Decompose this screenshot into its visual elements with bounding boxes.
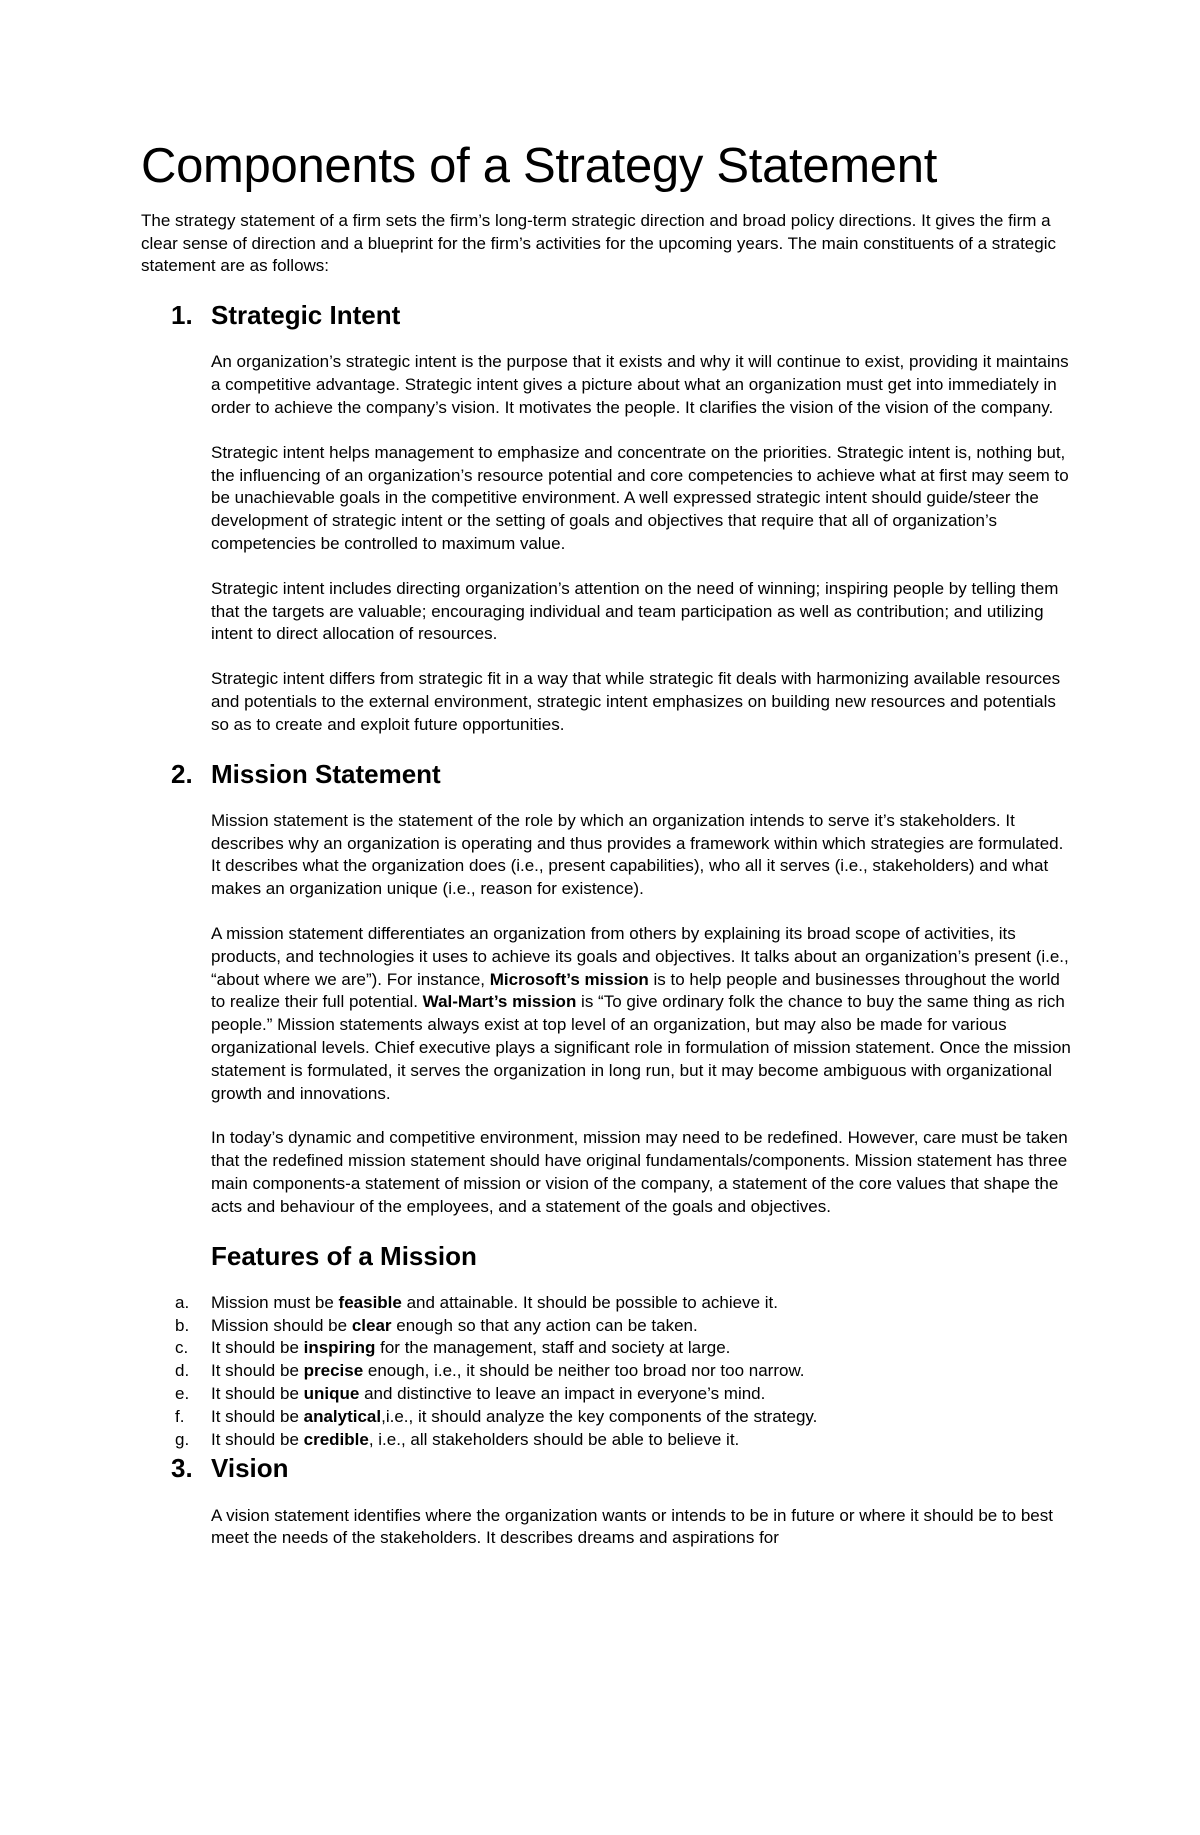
section-mission-statement	[141, 759, 1071, 1272]
paragraph: Strategic intent differs from strategic fit in a way that while strategic fit deals with harmonizing available resources and potentials to the external environment, strategic intent emphasizes on building new resources and potentials so as to create and exploit future opportunities.	[211, 669, 1061, 734]
section-number: 1.	[171, 300, 193, 331]
list-marker: e.	[175, 1383, 190, 1403]
list-item	[175, 1360, 1071, 1383]
bold-text: clear	[351, 1315, 392, 1335]
paragraph: An organization’s strategic intent is the purpose that it exists and why it will continue to exist, providing it maintains a competitive advantage. Strategic intent gives a picture about what an organization must get into immediately in order to achieve the company’s vision. It motivates the people. It clarifies the vision of the vision of the company.	[211, 352, 1069, 418]
text-run: Mission should be	[211, 1315, 352, 1335]
section-vision	[141, 1453, 1071, 1550]
list-item	[175, 1406, 1071, 1429]
bold-text: Wal-Mart’s mission	[422, 992, 577, 1012]
text-run: enough, i.e., it should be neither too broad nor too narrow.	[363, 1361, 805, 1381]
text-run: enough so that any action can be taken.	[391, 1315, 698, 1335]
text-run: It should be	[211, 1383, 304, 1403]
list-item	[175, 1337, 1071, 1360]
bold-text: Microsoft’s mission	[489, 969, 649, 989]
section-title: Strategic Intent	[211, 300, 401, 331]
section-number: 2.	[171, 758, 193, 789]
text-run: It should be	[211, 1338, 304, 1358]
text-run: and distinctive to leave an impact in everyone’s mind.	[359, 1383, 766, 1403]
bold-text: analytical	[303, 1406, 382, 1426]
text-run: It should be	[211, 1361, 304, 1381]
text-run: and attainable. It should be possible to achieve it.	[401, 1292, 779, 1312]
section-heading	[171, 758, 1071, 790]
page-title: Components of a Strategy Statement	[141, 139, 938, 193]
text-run: is “To give ordinary folk the chance to buy the same thing as rich people.” Mission statements always exist at top level of an organization, but may also be made for various organizational levels. Chief executive plays a significant role in formulation of mission statement. Once the mission statement is formulated, it serves the organization in long run, but it may become ambiguous with organizational growth and innovations.	[211, 992, 1071, 1103]
list-item	[175, 1292, 1071, 1315]
section-heading	[171, 300, 1071, 331]
section-title: Vision	[211, 1453, 289, 1484]
bold-text: unique	[303, 1383, 360, 1403]
text-run: ,i.e., it should analyze the key components of the strategy.	[381, 1406, 818, 1426]
features-list	[141, 1292, 1071, 1452]
text-run: for the management, staff and society at large.	[375, 1338, 731, 1358]
text-run: is to help people and businesses throughout the world to realize their full potential.	[211, 969, 1060, 1012]
bold-text: inspiring	[303, 1338, 376, 1358]
paragraph: Strategic intent helps management to emphasize and concentrate on the priorities. Strategic intent is, nothing but, the influencing of an organization’s resource potential and core competencies to achieve what at first may seem to be unachievable goals in the competitive environment. A well expressed strategic intent should guide/steer the development of strategic intent or the setting of goals and objectives that require that all of organization’s competencies be controlled to maximum value.	[211, 442, 1069, 554]
list-item	[175, 1315, 1071, 1338]
list-marker: b.	[175, 1315, 190, 1335]
text-run: A mission statement differentiates an organization from others by explaining its broad scope of activities, its products, and technologies it uses to achieve its goals and objectives. It talks about an organization’s present (i.e., “about where we are”). For instance,	[211, 924, 1069, 989]
list-marker: c.	[175, 1338, 189, 1358]
features-heading: Features of a Mission	[211, 1240, 477, 1271]
paragraph: Mission statement is the statement of the role by which an organization intends to serve it’s stakeholders. It describes why an organization is operating and thus provides a framework within which strategies are formulated. It describes what the organization does (i.e., present capabilities), who all it serves (i.e., stakeholders) and what makes an organization unique (i.e., reason for existence).	[211, 810, 1064, 899]
intro-paragraph: The strategy statement of a firm sets the firm’s long-term strategic direction and broad policy directions. It gives the firm a clear sense of direction and a blueprint for the firm’s activities for the upcoming years. The main constituents of a strategic statement are as follows:	[141, 210, 1056, 276]
text-run: It should be	[211, 1429, 304, 1449]
section-heading	[171, 1453, 1071, 1484]
section-number: 3.	[171, 1453, 193, 1484]
section-title: Mission Statement	[211, 758, 441, 789]
list-marker: a.	[175, 1292, 190, 1312]
paragraph: Strategic intent includes directing organization’s attention on the need of winning; inspiring people by telling them that the targets are valuable; encouraging individual and team participation as well as contribution; and utilizing intent to direct allocation of resources.	[211, 578, 1059, 644]
paragraph	[211, 923, 1071, 1105]
list-marker: f.	[175, 1406, 185, 1426]
section-strategic-intent	[141, 300, 1071, 736]
list-item	[175, 1383, 1071, 1406]
list-item	[175, 1429, 1071, 1452]
bold-text: credible	[303, 1429, 369, 1449]
bold-text: precise	[303, 1361, 364, 1381]
text-run: Mission must be	[211, 1292, 339, 1312]
bold-text: feasible	[338, 1292, 402, 1312]
text-run: , i.e., all stakeholders should be able to believe it.	[368, 1429, 740, 1449]
document-page	[141, 140, 1071, 1572]
list-marker: g.	[175, 1429, 190, 1449]
text-run: It should be	[211, 1406, 304, 1426]
paragraph: In today’s dynamic and competitive environment, mission may need to be redefined. However, care must be taken that the redefined mission statement should have original fundamentals/components. Mission statement has three main components-a statement of mission or vision of the company, a statement of the core values that shape the acts and behaviour of the employees, and a statement of the goals and objectives.	[211, 1128, 1068, 1216]
list-marker: d.	[175, 1361, 190, 1381]
paragraph: A vision statement identifies where the organization wants or intends to be in future or where it should be to best meet the needs of the stakeholders. It describes dreams and aspirations for	[211, 1505, 1053, 1548]
